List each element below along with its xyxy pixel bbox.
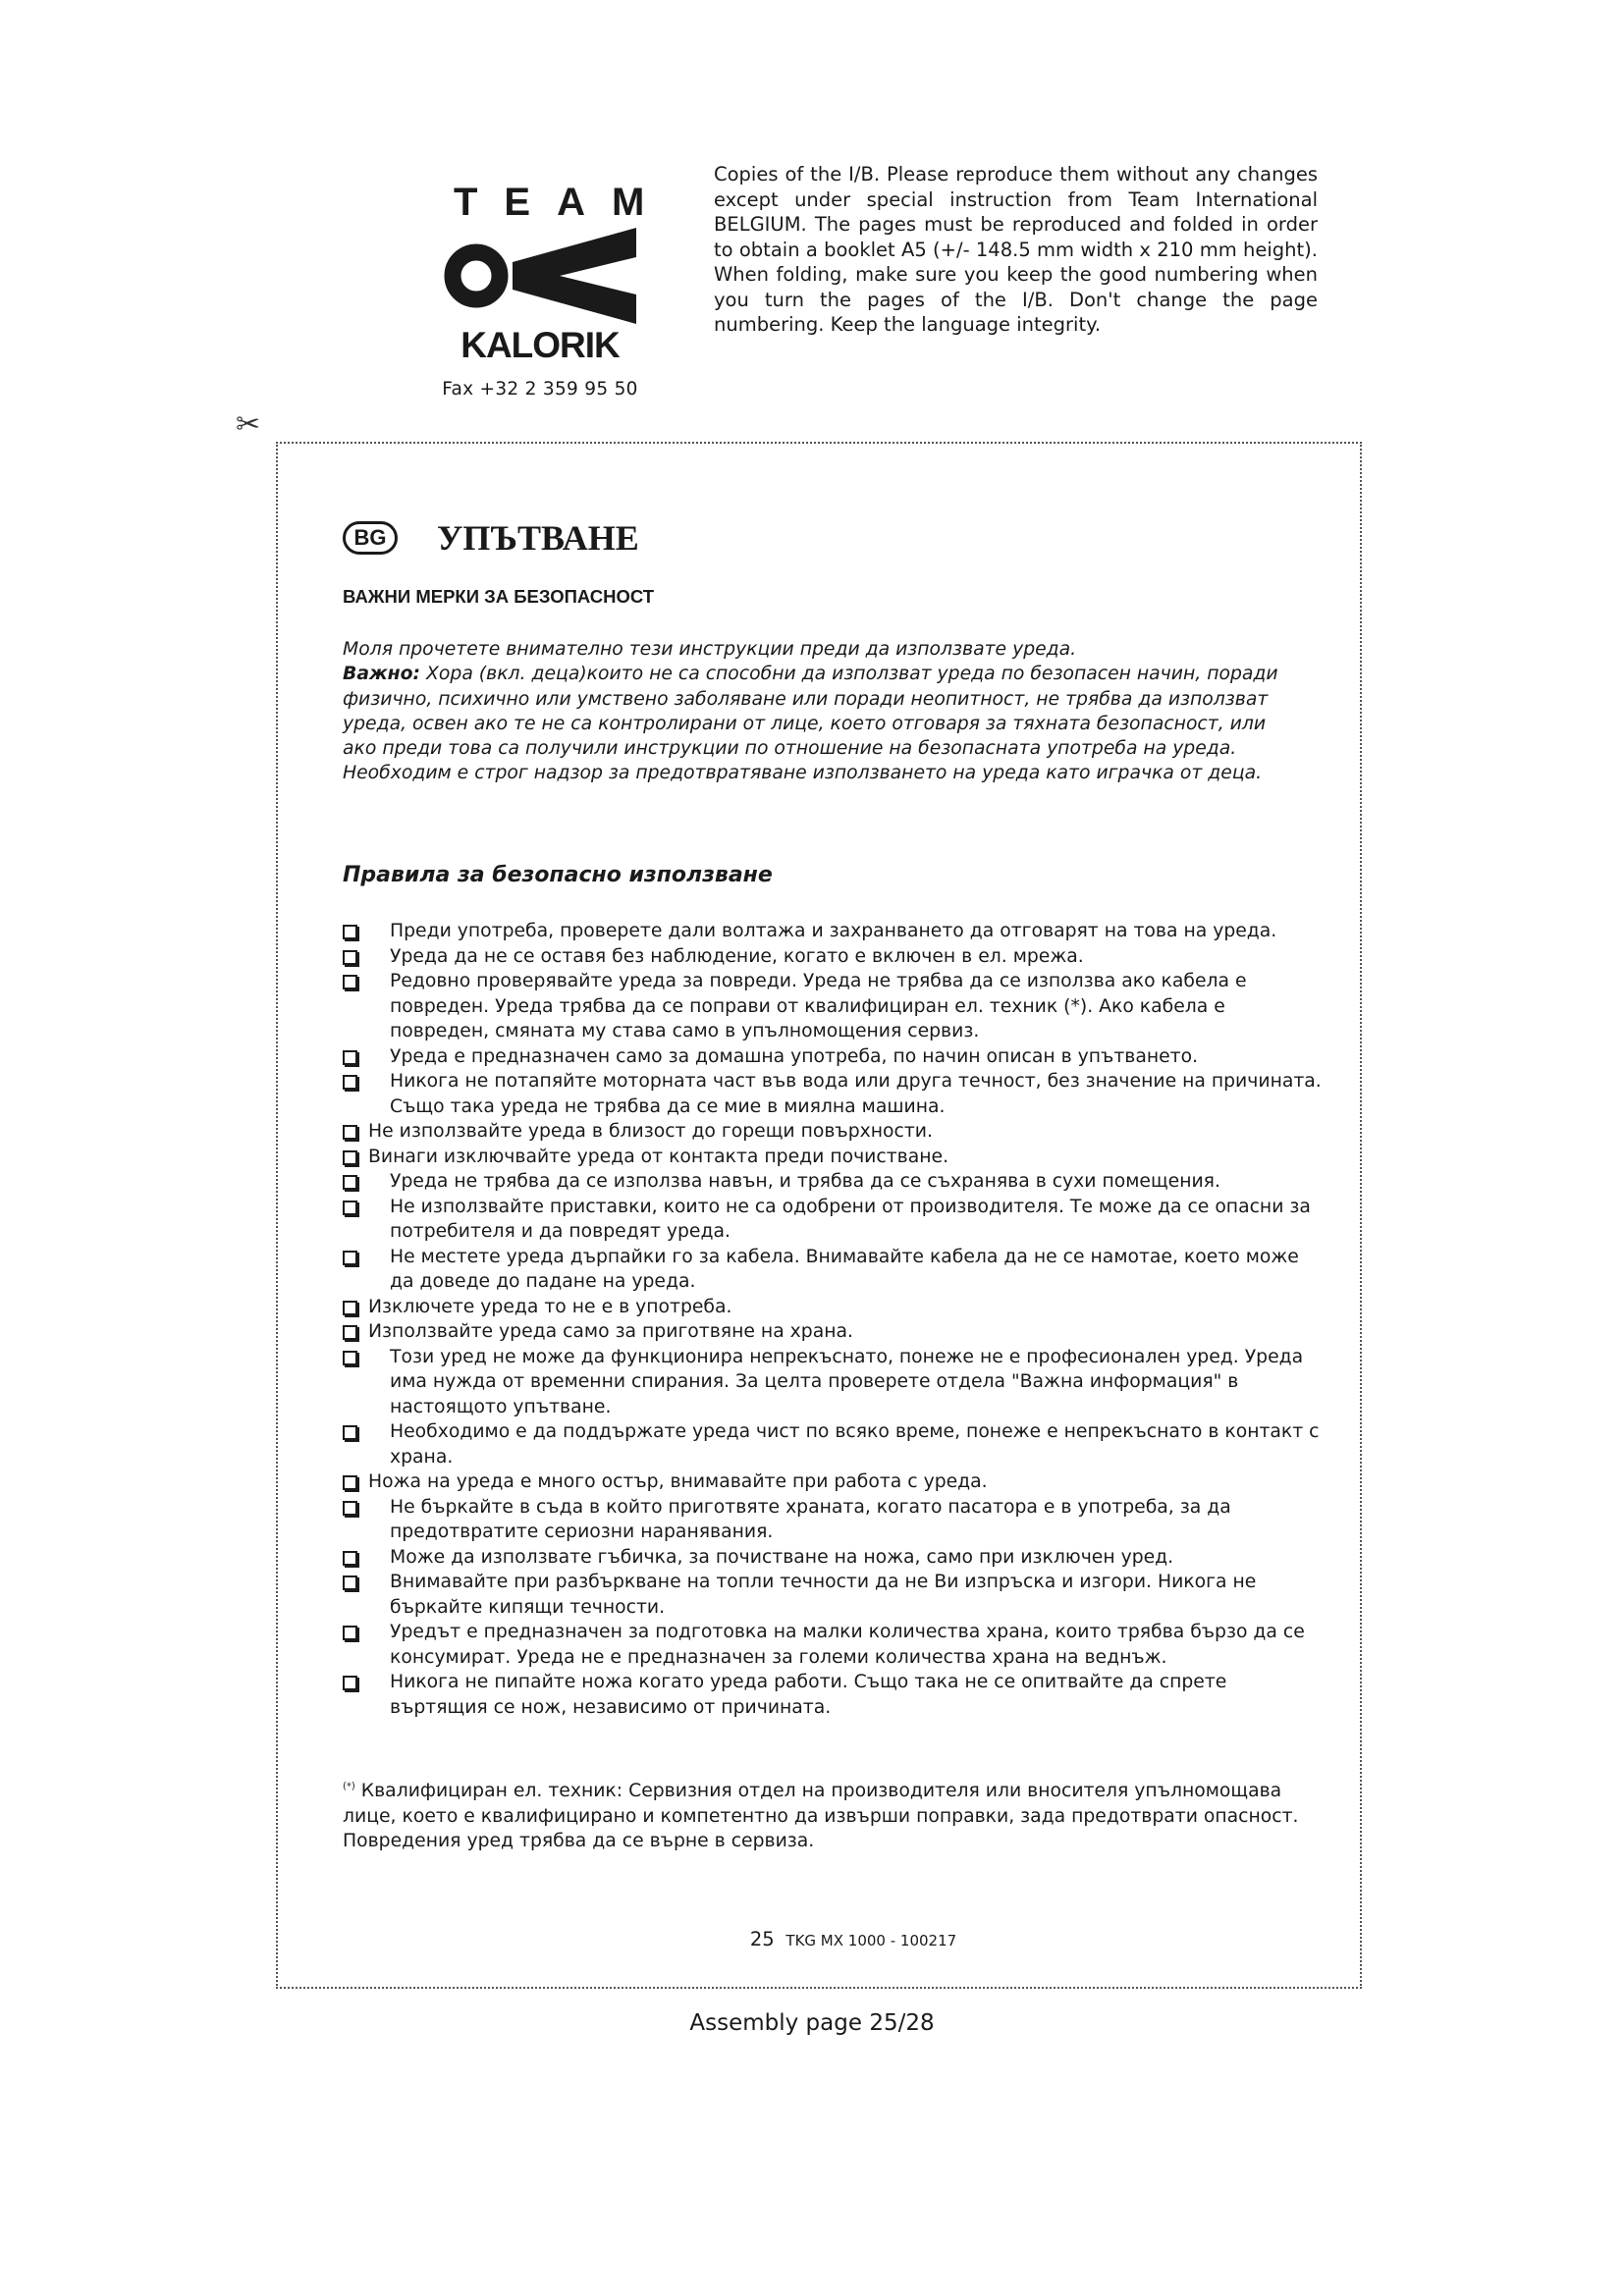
safety-heading: ВАЖНИ МЕРКИ ЗА БЕЗОПАСНОСТ — [343, 586, 655, 607]
footnote-mark: (*) — [343, 1781, 355, 1792]
assembly-page-label: Assembly page 25/28 — [689, 2010, 935, 2036]
checkbox-bullet-icon — [343, 1150, 357, 1165]
list-item: Преди употреба, проверете дали волтажа и захранването да отговарят на това на уреда. — [343, 919, 1325, 944]
checkbox-bullet-icon — [343, 1626, 357, 1640]
list-item: Ножа на уреда е много остър, внимавайте при работа с уреда. — [343, 1469, 1325, 1495]
checkbox-bullet-icon — [343, 1251, 357, 1265]
important-text: Хора (вкл. деца)които не са способни да използват уреда по безопасен начин, поради физично, психично или умствено заболяване или поради неопитност, не трябва да използват уреда, освен ако те не са контролирани от лице, което отговаря за тяхната безопасност, или ако преди това са получили инструкции по отношение на безопасната употреба на уреда. — [343, 664, 1278, 760]
intro-section — [343, 637, 1305, 786]
checkbox-bullet-icon — [343, 975, 357, 989]
safety-rules-list — [343, 919, 1325, 1720]
list-item: Уреда не трябва да се използва навън, и трябва да се съхранява в сухи помещения. — [343, 1169, 1325, 1195]
page-number: 25 — [749, 1928, 775, 1950]
rules-heading: Правила за безопасно използване — [343, 863, 773, 887]
list-item: Може да използвате гъбичка, за почистване на ножа, само при изключен уред. — [343, 1545, 1325, 1571]
scissors-icon: ✂ — [236, 407, 261, 442]
list-item: Използвайте уреда само за приготвяне на храна. — [343, 1319, 1325, 1345]
manual-page-frame — [276, 442, 1362, 1989]
logo-brand-text: KALORIK — [460, 325, 620, 365]
important-paragraph — [343, 662, 1305, 761]
checkbox-bullet-icon — [343, 1125, 357, 1140]
list-item: Внимавайте при разбъркване на топли течности да не Ви изпръска и изгори. Никога не бъркайте кипящи течности. — [343, 1570, 1325, 1620]
list-item: Редовно проверявайте уреда за повреди. Уреда не трябва да се използва ако кабела е повреден. Уреда трябва да се поправи от квалифициран ел. техник (*). Ако кабела е повреден, смяната му става само в упълномощения сервиз. — [343, 969, 1325, 1044]
fax-number: Fax +32 2 359 95 50 — [442, 379, 638, 400]
page-footer — [278, 1929, 1364, 1951]
list-item: Този уред не може да функционира непрекъснато, понеже не е професионален уред. Уреда има нужда от временни спирания. За целта проверете отдела "Важна информация" в настоящото упътване. — [343, 1345, 1325, 1420]
supervision-paragraph: Необходим е строг надзор за предотвратяване използването на уреда като играчка от деца. — [343, 763, 1263, 784]
kalorik-logo — [440, 181, 672, 400]
list-item: Никога не пипайте ножа когато уреда работи. Също така не се опитвайте да спрете въртящия се нож, независимо от причината. — [343, 1670, 1325, 1720]
page-title: УПЪТВАНЕ — [437, 518, 639, 558]
checkbox-bullet-icon — [343, 1325, 357, 1340]
footnote-text: Квалифициран ел. техник: Сервизния отдел на производителя или вносителя упълномощава лице, което е квалифицирано и компетентно да извърши поправки, зада предотврати опасност. Повредения уред трябва да се върне в сервиза. — [343, 1781, 1299, 1851]
checkbox-bullet-icon — [343, 950, 357, 965]
list-item: Уреда е предназначен само за домашна употреба, по начин описан в упътването. — [343, 1044, 1325, 1070]
checkbox-bullet-icon — [343, 1301, 357, 1315]
list-item: Необходимо е да поддържате уреда чист по всяко време, понеже е непрекъснато в контакт с храна. — [343, 1419, 1325, 1469]
model-code: TKG MX 1000 - 100217 — [785, 1932, 957, 1949]
checkbox-bullet-icon — [343, 1075, 357, 1090]
intro-line: Моля прочетете внимателно тези инструкции преди да използвате уреда. — [343, 639, 1077, 660]
checkbox-bullet-icon — [343, 925, 357, 939]
footnote — [343, 1779, 1325, 1854]
checkbox-bullet-icon — [343, 1475, 357, 1490]
logo-team-text: TEAM — [454, 181, 672, 224]
list-item: Не местете уреда дърпайки го за кабела. Внимавайте кабела да не се намотае, което може да доведе до падане на уреда. — [343, 1245, 1325, 1295]
language-badge: BG — [343, 521, 398, 555]
checkbox-bullet-icon — [343, 1501, 357, 1516]
list-item: Уредът е предназначен за подготовка на малки количества храна, които трябва бързо да се консумират. Уреда не е предназначен за големи количества храна на веднъж. — [343, 1620, 1325, 1670]
important-label: Важно: — [343, 664, 421, 685]
reproduction-notice: Copies of the I/B. Please reproduce them without any changes except under special instruction from Team International BELGIUM. The pages must be reproduced and folded in order to obtain a booklet A5 (+/- 148.5 mm width x 210 mm height). When folding, make sure you keep the good numbering when you turn the pages of the I/B. Don't change the page numbering. Keep the language integrity. — [714, 163, 1318, 336]
list-item: Винаги изключвайте уреда от контакта преди почистване. — [343, 1145, 1325, 1170]
checkbox-bullet-icon — [343, 1050, 357, 1065]
checkbox-bullet-icon — [343, 1351, 357, 1365]
list-item: Уреда да не се оставя без наблюдение, когато е включен в ел. мрежа. — [343, 944, 1325, 970]
checkbox-bullet-icon — [343, 1551, 357, 1566]
checkbox-bullet-icon — [343, 1201, 357, 1215]
list-item: Изключете уреда то не е в употреба. — [343, 1295, 1325, 1320]
checkbox-bullet-icon — [343, 1175, 357, 1190]
list-item: Не използвайте приставки, които не са одобрени от производителя. Те може да се опасни за потребителя и да повредят уреда. — [343, 1195, 1325, 1245]
checkbox-bullet-icon — [343, 1676, 357, 1690]
checkbox-bullet-icon — [343, 1425, 357, 1440]
kalorik-k-logo-icon — [444, 228, 636, 324]
list-item: Никога не потапяйте моторната част във вода или друга течност, без значение на причината. Също така уреда не трябва да се мие в миялна машина. — [343, 1069, 1325, 1119]
list-item: Не използвайте уреда в близост до горещи повърхности. — [343, 1119, 1325, 1145]
list-item: Не бъркайте в съда в който приготвяте храната, когато пасатора е в употреба, за да предотвратите сериозни наранявания. — [343, 1495, 1325, 1545]
checkbox-bullet-icon — [343, 1575, 357, 1590]
